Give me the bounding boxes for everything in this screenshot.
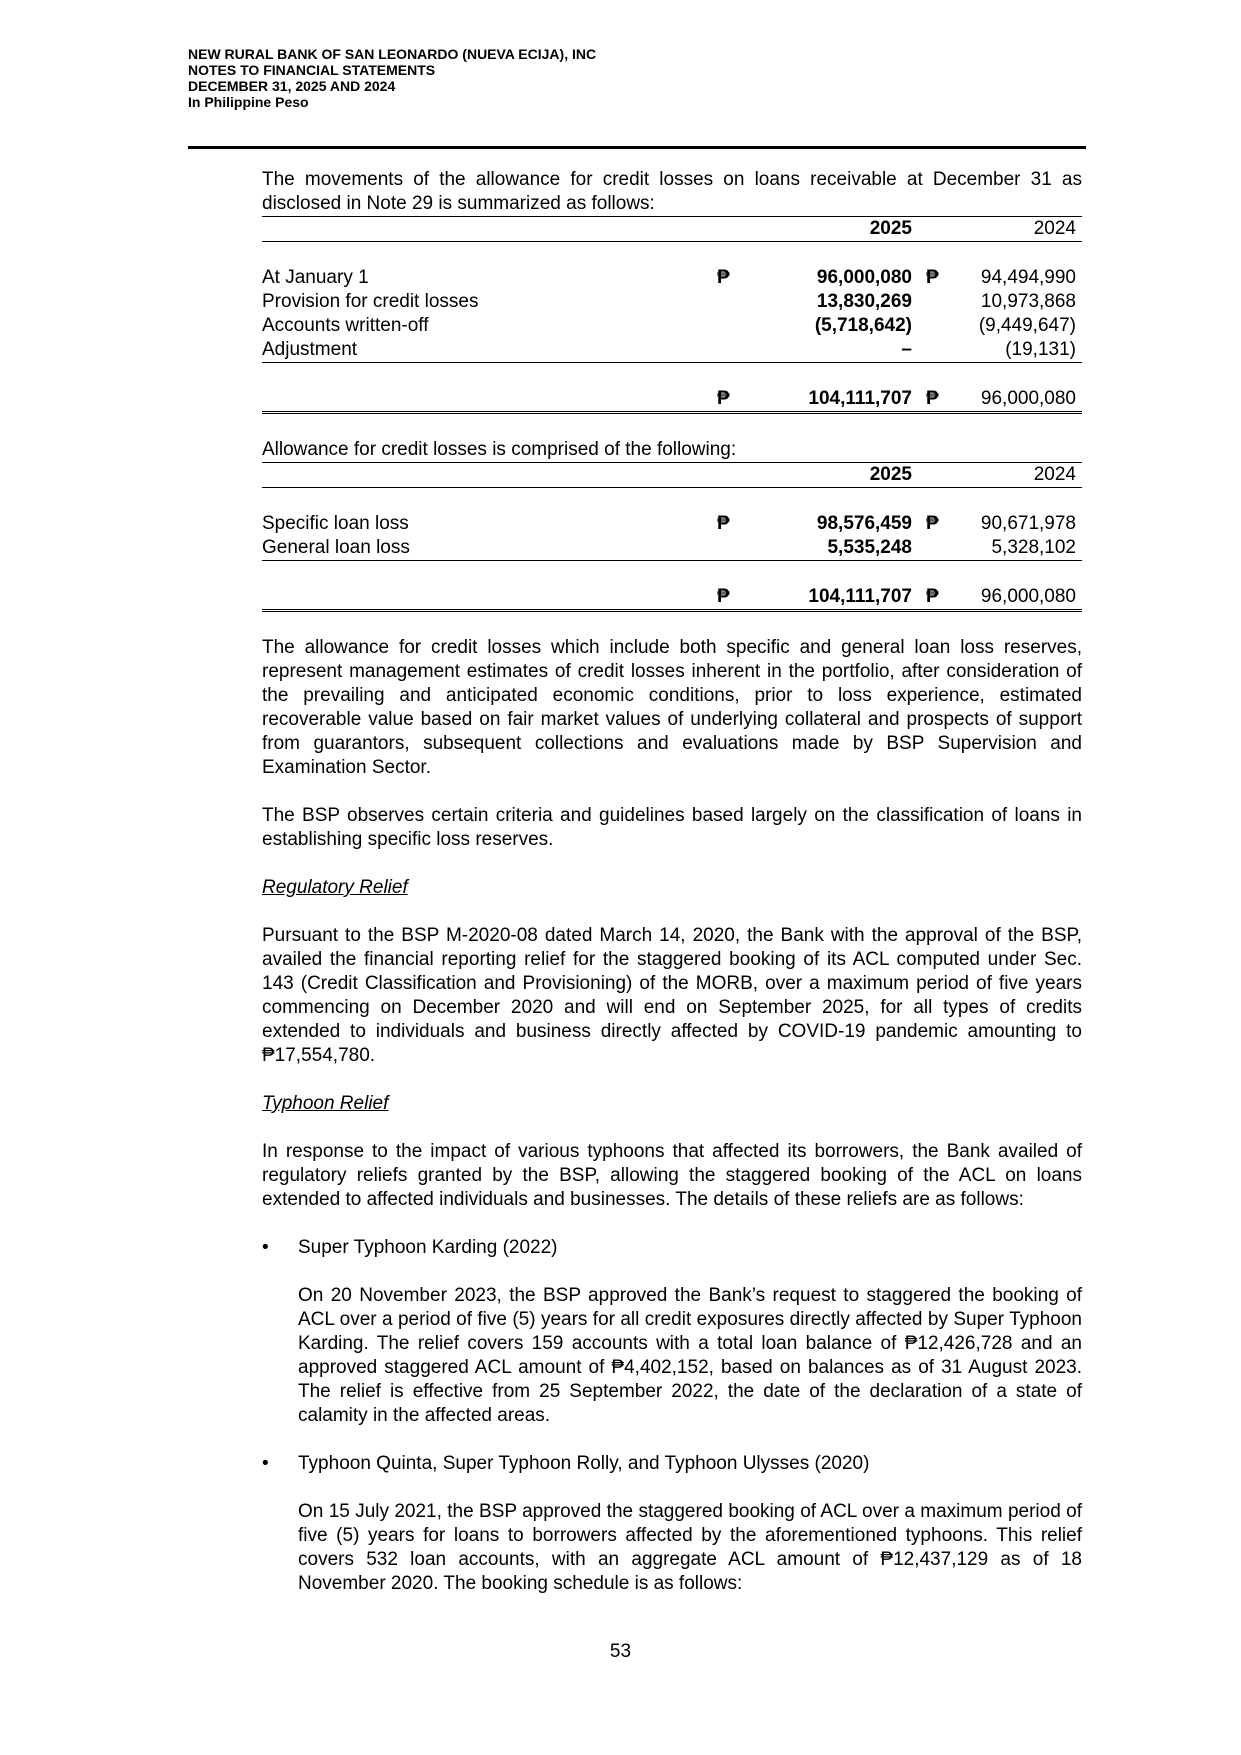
total-row xyxy=(262,387,1082,413)
bullet-text: On 15 July 2021, the BSP approved the staggered booking of ACL over a maximum period of five (5) years for loans to borrowers affected by the aforementioned typhoons. This relief covers 532 loan accounts, with an aggregate ACL amount of ₱12,437,129 as of 18 November 2020. The booking schedule is as follows: xyxy=(298,1501,1082,1594)
typhoon-relief-text: In response to the impact of various typhoons that affected its borrowers, the Bank availed of regulatory reliefs granted by the BSP, allowing the staggered booking of the ACL on loans extended to affected individuals and businesses. The details of these reliefs are as follows: xyxy=(262,1141,1082,1210)
bullet-icon: • xyxy=(262,1237,269,1258)
total-2024: 96,000,080 xyxy=(956,387,1082,413)
peso-sign: ₱ xyxy=(717,513,730,534)
document-title: NOTES TO FINANCIAL STATEMENTS xyxy=(188,62,436,78)
table-row xyxy=(262,512,1082,536)
table-row xyxy=(262,338,1082,363)
total-row xyxy=(262,585,1082,611)
row-label: Adjustment xyxy=(262,338,717,363)
total-2025: 104,111,707 xyxy=(747,387,912,413)
allowance-explanation: The allowance for credit losses which include both specific and general loan loss reserves, represent management estimates of credit losses inherent in the portfolio, after consideration of the prevailing and anticipated economic conditions, prior to loss experience, estimated recoverable value based on fair market values of underlying collateral and prospects of support from guarantors, subsequent collections and evaluations made by BSP Supervision and Examination Sector. xyxy=(262,637,1082,778)
bsp-criteria-text: The BSP observes certain criteria and guidelines based largely on the classification of loans in establishing specific loss reserves. xyxy=(262,805,1082,850)
bullet-icon: • xyxy=(262,1453,269,1474)
allowance-composition-table xyxy=(262,462,1082,612)
movements-intro: The movements of the allowance for credit losses on loans receivable at December 31 as disclosed in Note 29 is summarized as follows: xyxy=(262,169,1082,214)
value-2024: (19,131) xyxy=(956,338,1082,363)
year-header-2024: 2024 xyxy=(956,217,1082,242)
bullet-title: Super Typhoon Karding (2022) xyxy=(298,1237,558,1258)
value-2025: 5,535,248 xyxy=(747,536,912,561)
document-header xyxy=(188,46,596,110)
peso-sign: ₱ xyxy=(717,387,747,413)
bullet-text: On 20 November 2023, the BSP approved the Bank’s request to staggered the booking of ACL over a period of five (5) years for all credit exposures directly affected by Super Typhoon Karding. The relief covers 159 accounts with a total loan balance of ₱12,426,728 and an approved staggered ACL amount of ₱4,402,152, based on balances as of 31 August 2023. The relief is effective from 25 September 2022, the date of the declaration of a state of calamity in the affected areas. xyxy=(298,1285,1082,1426)
row-label: Accounts written-off xyxy=(262,315,429,336)
peso-sign: ₱ xyxy=(926,267,939,288)
regulatory-relief-text: Pursuant to the BSP M-2020-08 dated March 14, 2020, the Bank with the approval of the BSP, availed the financial reporting relief for the staggered booking of its ACL computed under Sec. 143 (Credit Classification and Provisioning) of the MORB, over a maximum period of five years commencing on December 2020 and will end on September 2025, for all types of credits extended to individuals and business directly affected by COVID-19 pandemic amounting to ₱17,554,780. xyxy=(262,925,1082,1066)
value-2025: 98,576,459 xyxy=(816,513,912,534)
table-row xyxy=(262,536,1082,561)
peso-sign: ₱ xyxy=(926,513,939,534)
regulatory-relief-title: Regulatory Relief xyxy=(262,877,408,898)
bank-name: NEW RURAL BANK OF SAN LEONARDO (NUEVA ECIJA), INC xyxy=(188,46,597,62)
page-content xyxy=(262,168,1082,1596)
row-label: Specific loan loss xyxy=(262,513,409,534)
year-header-2025: 2025 xyxy=(747,217,912,242)
year-header-2025: 2025 xyxy=(747,463,912,488)
total-2024: 96,000,080 xyxy=(956,585,1082,611)
document-currency: In Philippine Peso xyxy=(188,94,309,110)
value-2024: 5,328,102 xyxy=(956,536,1082,561)
value-2024: 90,671,978 xyxy=(980,513,1076,534)
composition-intro: Allowance for credit losses is comprised of the following: xyxy=(262,439,737,460)
row-label: General loan loss xyxy=(262,536,717,561)
year-header-2024: 2024 xyxy=(956,463,1082,488)
row-label: At January 1 xyxy=(262,267,369,288)
table-row xyxy=(262,314,1082,338)
document-period: DECEMBER 31, 2025 AND 2024 xyxy=(188,78,396,94)
value-2024: (9,449,647) xyxy=(978,315,1076,336)
table-row xyxy=(262,290,1082,314)
table-row xyxy=(262,266,1082,290)
value-2025: 96,000,080 xyxy=(816,267,912,288)
bullet-item xyxy=(262,1236,1082,1260)
value-2024: 94,494,990 xyxy=(980,267,1076,288)
bullet-item xyxy=(262,1452,1082,1476)
peso-sign: ₱ xyxy=(926,585,956,611)
table-header-row xyxy=(262,217,1082,242)
header-divider xyxy=(188,146,1086,149)
peso-sign: ₱ xyxy=(717,267,730,288)
peso-sign: ₱ xyxy=(926,387,956,413)
page-number: 53 xyxy=(609,1641,632,1662)
value-2025: – xyxy=(747,338,912,363)
peso-sign: ₱ xyxy=(717,585,747,611)
typhoon-relief-title: Typhoon Relief xyxy=(262,1093,389,1114)
value-2024: 10,973,868 xyxy=(980,291,1076,312)
bullet-title: Typhoon Quinta, Super Typhoon Rolly, and Typhoon Ulysses (2020) xyxy=(298,1453,870,1474)
allowance-movements-table xyxy=(262,216,1082,414)
total-2025: 104,111,707 xyxy=(747,585,912,611)
value-2025: 13,830,269 xyxy=(816,291,912,312)
table-header-row xyxy=(262,463,1082,488)
value-2025: (5,718,642) xyxy=(814,315,912,336)
row-label: Provision for credit losses xyxy=(262,291,479,312)
